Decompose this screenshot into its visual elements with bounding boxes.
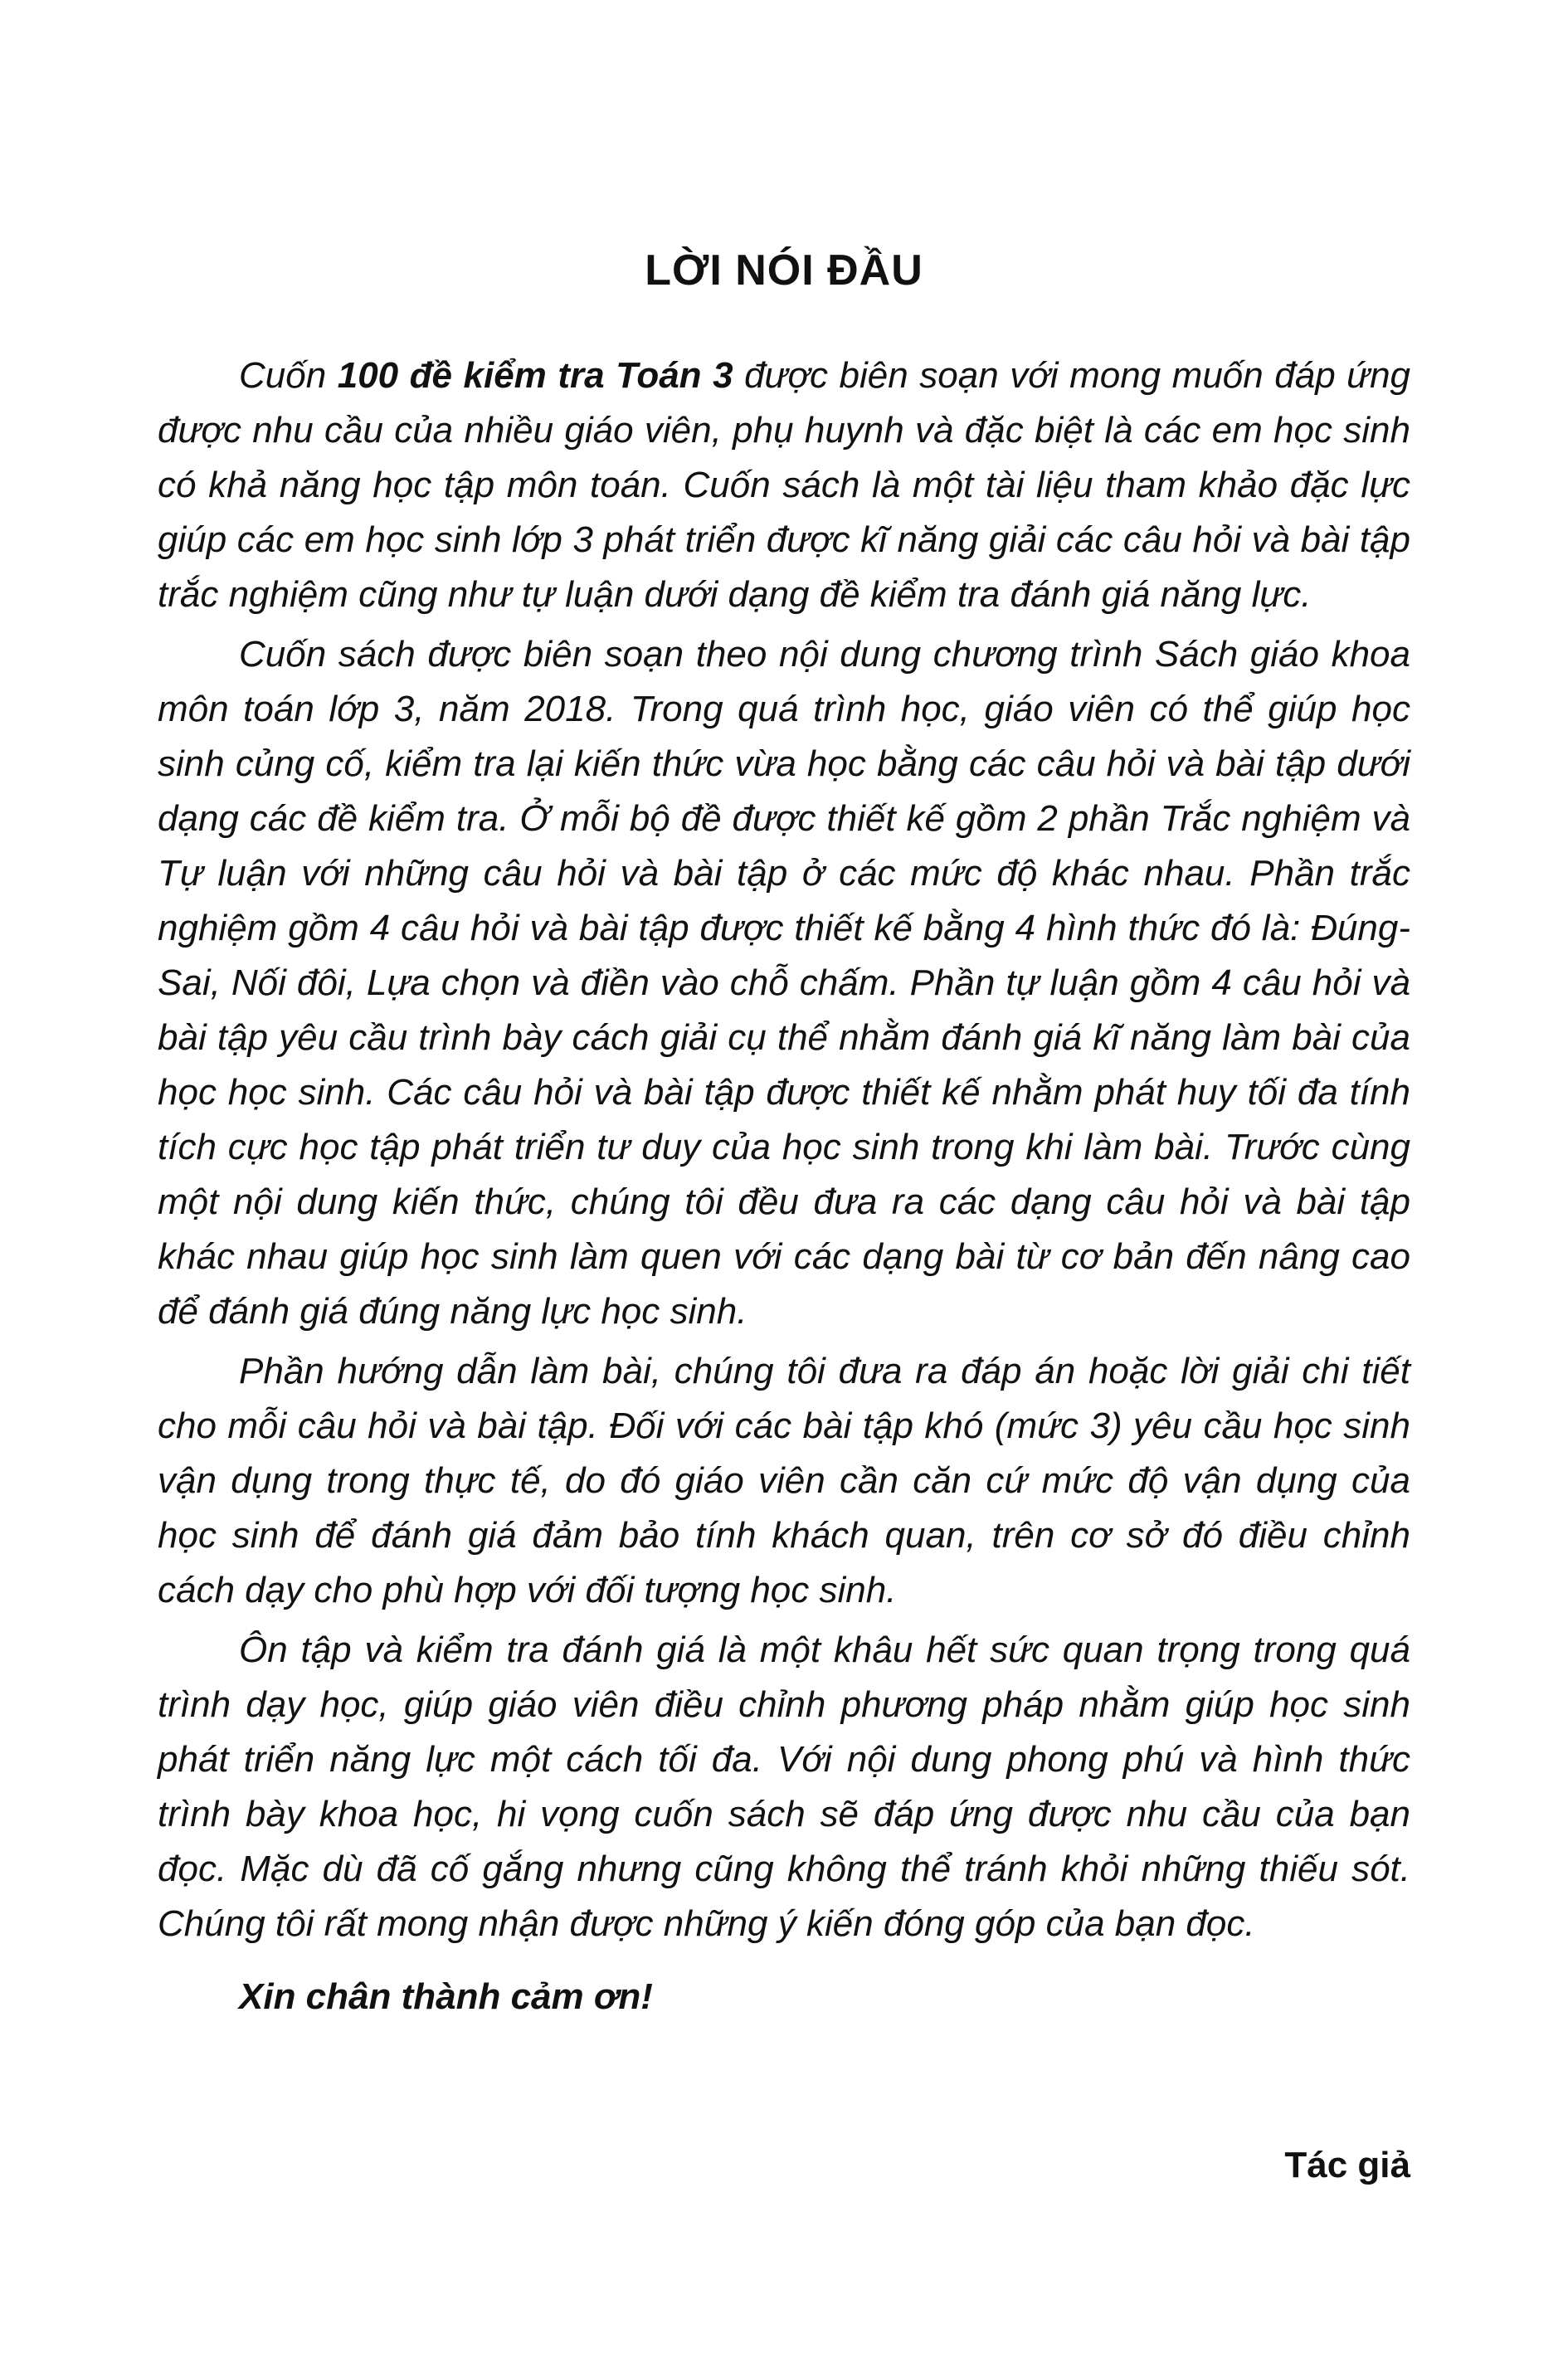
paragraph-conclusion: Ôn tập và kiểm tra đánh giá là một khâu hết sức quan trọng trong quá trình dạy học, giúp giáo viên điều chỉnh phương pháp nhằm giúp học sinh phát triển năng lực một cách tối đa. Với nội dung phong phú và hình thức trình bày khoa học, hi vọng cuốn sách sẽ đáp ứng được nhu cầu của bạn đọc. Mặc dù đã cố gắng nhưng cũng không thể tránh khỏi những thiếu sót. Chúng tôi rất mong nhận được những ý kiến đóng góp của bạn đọc. [158, 1630, 1410, 1944]
preface-body [158, 348, 1410, 2029]
paragraph-intro [158, 348, 1410, 622]
document-page [158, 0, 1410, 2353]
paragraph-guidance: Phần hướng dẫn làm bài, chúng tôi đưa ra đáp án hoặc lời giải chi tiết cho mỗi câu hỏi và bài tập. Đối với các bài tập khó (mức 3) yêu cầu học sinh vận dụng trong thực tế, do đó giáo viên cần căn cứ mức độ vận dụng của học sinh để đánh giá đảm bảo tính khách quan, trên cơ sở đó điều chỉnh cách dạy cho phù hợp với đối tượng học sinh. [158, 1351, 1410, 1610]
closing-thanks: Xin chân thành cảm ơn! [239, 1976, 653, 2017]
page-title: LỜI NÓI ĐẦU [645, 246, 923, 295]
intro-lead-text: Cuốn [239, 355, 338, 396]
intro-rest-text: được biên soạn với mong muốn đáp ứng được nhu cầu của nhiều giáo viên, phụ huynh và đặc biệt là các em học sinh có khả năng học tập môn toán. Cuốn sách là một tài liệu tham khảo đặc lực giúp các em học sinh lớp 3 phát triển được kĩ năng giải các câu hỏi và bài tập trắc nghiệm cũng như tự luận dưới dạng đề kiểm tra đánh giá năng lực. [158, 355, 1411, 615]
author-signature: Tác giả [1284, 2145, 1410, 2185]
paragraph-content: Cuốn sách được biên soạn theo nội dung chương trình Sách giáo khoa môn toán lớp 3, năm 2018. Trong quá trình học, giáo viên có thể giúp học sinh củng cố, kiểm tra lại kiến thức vừa học bằng các câu hỏi và bài tập dưới dạng các đề kiểm tra. Ở mỗi bộ đề được thiết kế gồm 2 phần Trắc nghiệm và Tự luận với những câu hỏi và bài tập ở các mức độ khác nhau. Phần trắc nghiệm gồm 4 câu hỏi và bài tập được thiết kế bằng 4 hình thức đó là: Đúng-Sai, Nối đôi, Lựa chọn và điền vào chỗ chấm. Phần tự luận gồm 4 câu hỏi và bài tập yêu cầu trình bày cách giải cụ thể nhằm đánh giá kĩ năng làm bài của học học sinh. Các câu hỏi và bài tập được thiết kế nhằm phát huy tối đa tính tích cực học tập phát triển tư duy của học sinh trong khi làm bài. Trước cùng một nội dung kiến thức, chúng tôi đều đưa ra các dạng câu hỏi và bài tập khác nhau giúp học sinh làm quen với các dạng bài từ cơ bản đến nâng cao để đánh giá đúng năng lực học sinh. [158, 634, 1410, 1332]
book-title-text: 100 đề kiểm tra Toán 3 [337, 355, 733, 396]
